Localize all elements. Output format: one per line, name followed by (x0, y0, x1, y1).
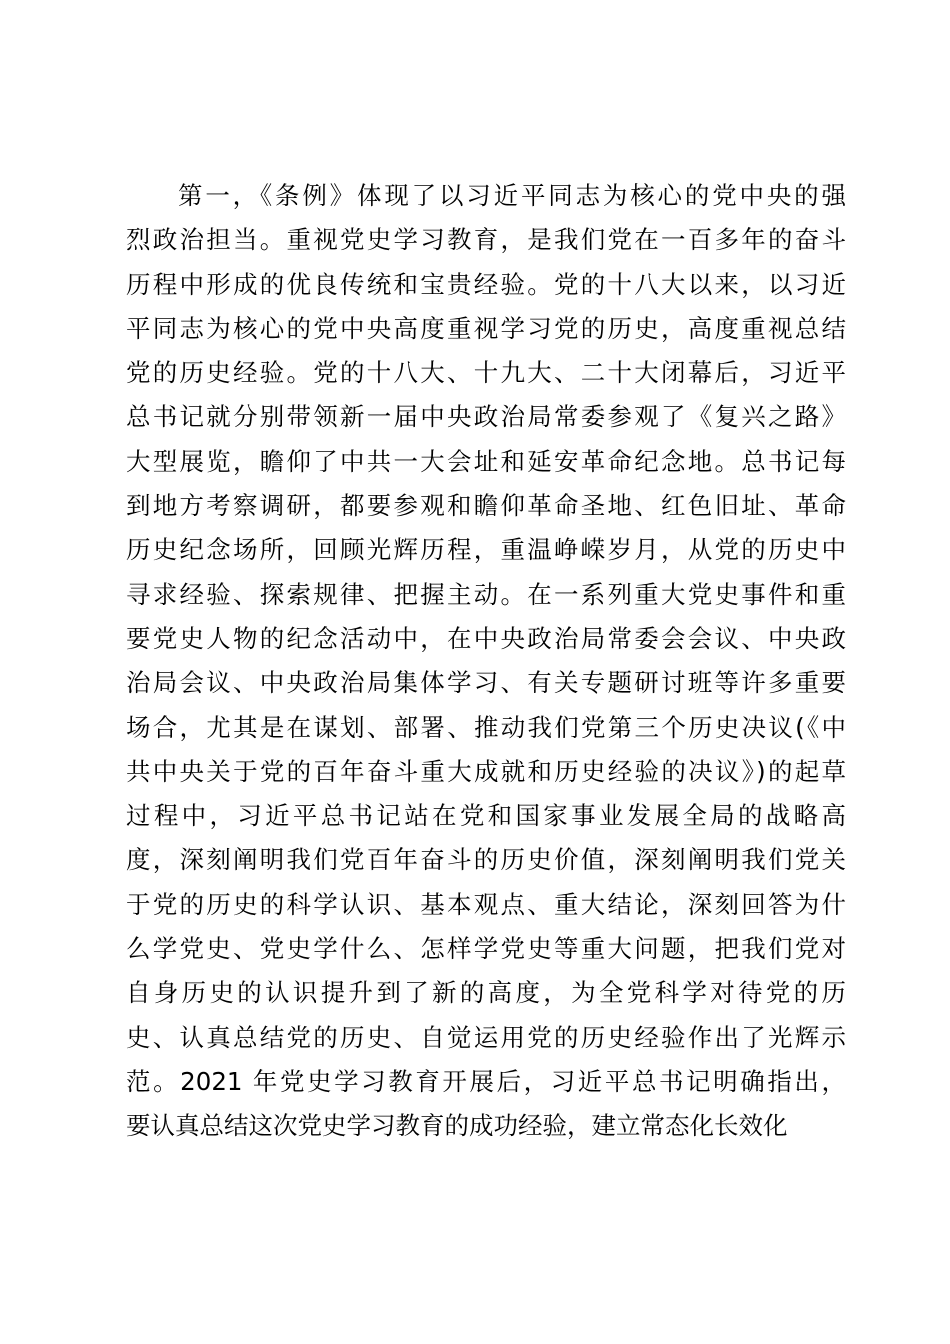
paragraph-line: 平同志为核心的党中央高度重视学习党的历史，高度重视总结 (126, 313, 846, 343)
paragraph-line: 么学党史、党史学什么、怎样学党史等重大问题，把我们党对 (126, 934, 846, 964)
paragraph-line: 场合，尤其是在谋划、部署、推动我们党第三个历史决议(《中 (126, 712, 846, 742)
paragraph-line: 过程中，习近平总书记站在党和国家事业发展全局的战略高 (126, 801, 846, 831)
paragraph-line: 党的历史经验。党的十八大、十九大、二十大闭幕后，习近平 (126, 358, 846, 388)
paragraph-line: 寻求经验、探索规律、把握主动。在一系列重大党史事件和重 (126, 579, 846, 609)
paragraph-line: 到地方考察调研，都要参观和瞻仰革命圣地、红色旧址、革命 (126, 491, 846, 521)
paragraph-line: 范。2021 年党史学习教育开展后，习近平总书记明确指出， (126, 1066, 846, 1096)
paragraph-line: 史、认真总结党的历史、自觉运用党的历史经验作出了光辉示 (126, 1022, 846, 1052)
body-paragraph (126, 174, 846, 1149)
paragraph-line: 第一，《条例》体现了以习近平同志为核心的党中央的强 (178, 181, 846, 210)
paragraph-line: 于党的历史的科学认识、基本观点、重大结论，深刻回答为什 (126, 889, 846, 919)
paragraph-line: 度，深刻阐明我们党百年奋斗的历史价值，深刻阐明我们党关 (126, 845, 846, 875)
paragraph-line: 要认真总结这次党史学习教育的成功经验，建立常态化长效化 (126, 1111, 788, 1141)
paragraph-line: 历史纪念场所，回顾光辉历程，重温峥嵘岁月，从党的历史中 (126, 535, 846, 565)
paragraph-line: 历程中形成的优良传统和宝贵经验。党的十八大以来，以习近 (126, 269, 846, 299)
paragraph-line: 治局会议、中央政治局集体学习、有关专题研讨班等许多重要 (126, 668, 846, 698)
paragraph-line: 总书记就分别带领新一届中央政治局常委参观了《复兴之路》 (126, 402, 846, 432)
paragraph-line: 自身历史的认识提升到了新的高度，为全党科学对待党的历 (126, 978, 846, 1008)
paragraph-line: 要党史人物的纪念活动中，在中央政治局常委会会议、中央政 (126, 623, 846, 653)
paragraph-line: 共中央关于党的百年奋斗重大成就和历史经验的决议》)的起草 (126, 756, 846, 786)
paragraph-line: 烈政治担当。重视党史学习教育，是我们党在一百多年的奋斗 (126, 225, 846, 255)
paragraph-line: 大型展览，瞻仰了中共一大会址和延安革命纪念地。总书记每 (126, 446, 846, 476)
